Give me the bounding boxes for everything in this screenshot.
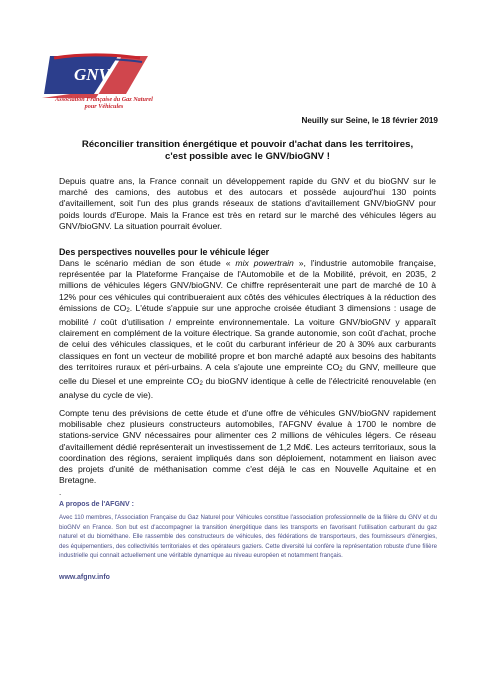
about-heading: A propos de l'AFGNV :: [59, 501, 134, 508]
separator-dot: .: [59, 488, 62, 497]
website-link[interactable]: www.afgnv.info: [59, 574, 110, 581]
afgnv-logo: [40, 48, 158, 123]
p2-text-d: du GNV, meilleure que celle du Diesel et une empreinte CO: [59, 361, 436, 387]
title-line-2: c'est possible avec le GNV/bioGNV !: [165, 151, 330, 162]
logo-mark-text: GNV: [74, 65, 110, 84]
dateline: Neuilly sur Seine, le 18 février 2019: [301, 116, 438, 125]
title-line-1: Réconcilier transition énergétique et pouvoir d'achat dans les territoires,: [81, 139, 414, 150]
p2-text-b: », l'industrie automobile française, représentée par la Plateforme Française de l'Automobile et de la Mobilité, prévoit, en 2035, 2 millions de véhicules légers GNV/bioGNV. Ce chiffre représenterait une part de marché de 10 à 12% pour ces véhicules qui contribueraient aux côtés des véhicules électriques à la réduction des émissions de CO: [59, 258, 436, 313]
p2-sub-3: 2: [199, 381, 203, 388]
p2-sub-2: 2: [339, 366, 343, 373]
p2-sub-1: 2: [126, 307, 130, 314]
p2-text-c: . L'étude s'appuie sur une approche croisée étudiant 3 dimensions : usage de mobilité / coût d'utilisation / empreinte environnementale. La voiture GNV/bioGNV y apparaît clairement en complément de la voiture électrique. Sa grande autonomie, son coût d'achat, proche de celui des véhicules classiques, et le coût du carburant inférieur de 20 à 30% aux carburants classiques en font un vecteur de mobilité propre et bon marché adapté aux besoins des habitants des territoires ruraux et péri-urbains. A cela s'ajoute une empreinte CO: [59, 302, 436, 372]
study-paragraph: [59, 258, 436, 401]
p2-italic-term: mix powertrain: [235, 258, 294, 268]
press-release-title: [50, 139, 445, 163]
logo-association-name: Association Française du Gaz Naturel pour Véhicules: [55, 96, 153, 110]
p2-text-a: Dans le scénario médian de son étude «: [59, 258, 236, 268]
about-paragraph: Avec 110 membres, l'Association Française du Gaz Naturel pour Véhicules constitue l'association professionnelle de la filière du GNV et du bioGNV en France. Son but est d'accompagner la transition énergétique dans les transports en favorisant l'utilisation carburant du gaz naturel et du biométhane. Elle rassemble des constructeurs de véhicules, des fédérations de transporteurs, des fournisseurs d'énergies, des équipementiers, des collectivités territoriales et des opérateurs gaziers. Cette diversité lui confère la représentation robuste d'une filière industrielle qui connait actuellement une véritable dynamique au niveau européen et notamment français.: [59, 514, 437, 560]
section-heading: Des perspectives nouvelles pour le véhicule léger: [59, 247, 270, 257]
p2-text-e: du bioGNV identique à celle de l'électricité renouvelable (en analyse du cycle de vie).: [59, 376, 436, 401]
intro-paragraph: Depuis quatre ans, la France connait un développement rapide du GNV et du bioGNV sur le marché des camions, des autobus et des autocars et possède aujourd'hui 130 points d'avitaillement, soit l'un des plus grands réseaux de stations d'avitaillement GNV/bioGNV pour poids lourds d'Europe. Mais la France est très en retard sur le marché des véhicules légers au GNV/bioGNV. La situation pourrait évoluer.: [59, 176, 436, 231]
network-paragraph: Compte tenu des prévisions de cette étude et d'une offre de véhicules GNV/bioGNV rapidement mobilisable chez plusieurs constructeurs automobiles, l'AFGNV évalue à 1700 le nombre de stations-service GNV nécessaires pour alimenter ces 2 millions de véhicules légers. Ce réseau d'avitaillement dédié représenterait un investissement de 1,2 Md€. Les acteurs territoriaux, sous la coordination des régions, seraient impliqués dans son déploiement, notamment en liaison avec des projets d'unité de méthanisation comme c'est déjà le cas en Nouvelle Aquitaine et en Bretagne.: [59, 408, 436, 486]
